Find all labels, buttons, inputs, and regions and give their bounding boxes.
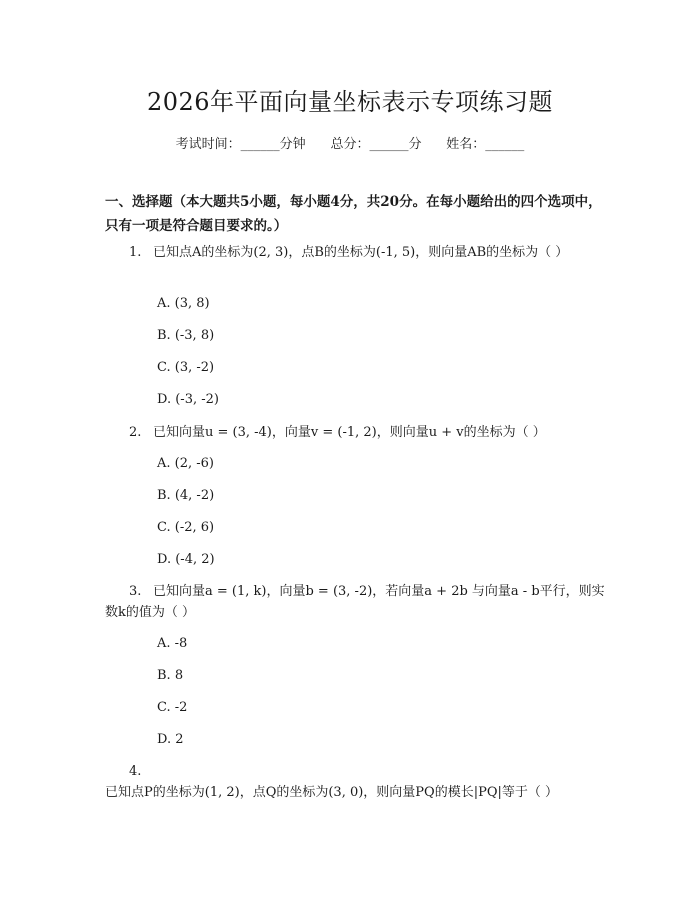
exam-meta	[0, 133, 700, 152]
option-2d: D. (-4, 2)	[157, 552, 215, 567]
page-title: 2026年平面向量坐标表示专项练习题	[146, 88, 554, 116]
option-3b: B. 8	[157, 668, 184, 683]
option-1a: A. (3, 8)	[157, 296, 210, 311]
question-4	[105, 761, 605, 803]
name-field: 姓名：______	[446, 137, 525, 152]
question-text: 已知点P的坐标为(1, 2)，点Q的坐标为(3, 0)，则向量PQ的模长|PQ|等于（ ）	[105, 785, 559, 800]
option-2b: B. (4, -2)	[157, 488, 215, 503]
question-text: 已知向量u = (3, -4)，向量v = (-1, 2)，则向量u + v的坐标为（ ）	[153, 425, 546, 440]
question-3	[105, 581, 605, 623]
question-number: 3.	[129, 584, 142, 599]
option-1b: B. (-3, 8)	[157, 328, 215, 343]
question-text: 已知向量a = (1, k)，向量b = (3, -2)，若向量a + 2b 与向量a - b平行，则实数k的值为（ ）	[105, 584, 605, 620]
question-1	[105, 242, 605, 263]
question-2	[105, 422, 605, 443]
option-3a: A. -8	[157, 636, 188, 651]
time-field: 考试时间：______分钟	[175, 137, 306, 152]
question-number: 2.	[129, 425, 142, 440]
question-number: 4.	[129, 764, 142, 779]
option-3c: C. -2	[157, 700, 188, 715]
score-field: 总分：______分	[330, 137, 422, 152]
section-heading: 一、选择题（本大题共5小题，每小题4分，共20分。在每小题给出的四个选项中，只有一项是符合题目要求的。）	[105, 194, 602, 234]
option-3d: D. 2	[157, 732, 184, 747]
option-1d: D. (-3, -2)	[157, 392, 219, 407]
question-number: 1.	[129, 245, 142, 260]
option-1c: C. (3, -2)	[157, 360, 215, 375]
option-2c: C. (-2, 6)	[157, 520, 215, 535]
question-text: 已知点A的坐标为(2, 3)，点B的坐标为(-1, 5)，则向量AB的坐标为（ ）	[153, 245, 569, 260]
option-2a: A. (2, -6)	[157, 456, 214, 471]
